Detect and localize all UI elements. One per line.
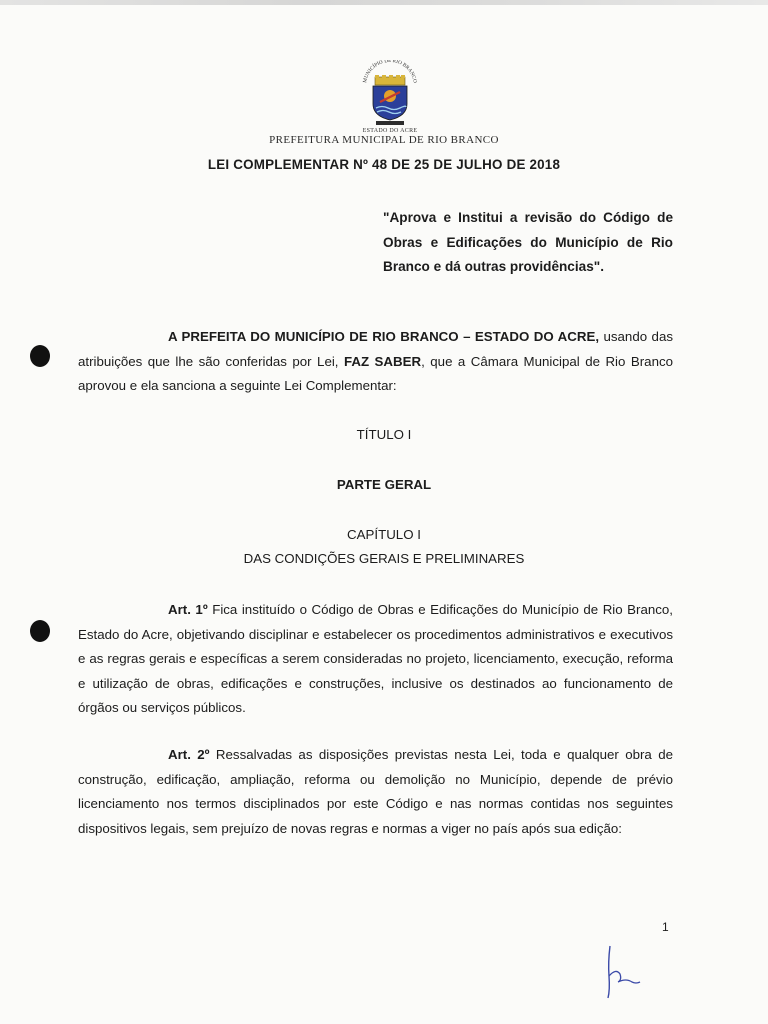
chapter-heading: CAPÍTULO I <box>347 527 421 542</box>
handwritten-initial-icon <box>596 942 642 1002</box>
article-label: Art. 1º <box>168 602 208 617</box>
chapter-subtitle: DAS CONDIÇÕES GERAIS E PRELIMINARES <box>243 551 525 566</box>
prefeitura-name: PREFEITURA MUNICIPAL DE RIO BRANCO <box>269 134 499 146</box>
ementa: "Aprova e Institui a revisão do Código de Obras e Edificações do Município de Rio Branco e dá outras providências". <box>383 210 673 274</box>
municipal-crest-icon <box>358 60 422 130</box>
enactment-paragraph <box>78 325 673 399</box>
punch-hole-mark <box>30 620 50 642</box>
article-label: Art. 2º <box>168 747 210 762</box>
enactment-text: usando das atribuições que lhe são conferidas por Lei, <box>78 329 673 369</box>
punch-hole-mark <box>30 345 50 367</box>
page-number: 1 <box>662 920 669 934</box>
crest-caption: ESTADO DO ACRE <box>362 128 418 134</box>
title-heading: TÍTULO I <box>356 427 412 442</box>
scan-edge-artifact <box>0 0 768 5</box>
law-title: LEI COMPLEMENTAR Nº 48 DE 25 DE JULHO DE 2018 <box>207 157 561 172</box>
article-text: Ressalvadas as disposições previstas nesta Lei, toda e qualquer obra de construção, edificação, ampliação, reforma ou demolição no Município, depende de prévio licenciamento nos termos disciplinados por este Código e nas normas contidas nos seguintes dispositivos legais, sem prejuízo de novas regras e normas a viger no país após sua edição: <box>78 747 673 836</box>
enactment-text: , que a Câmara Municipal de Rio Branco aprovou e ela sanciona a seguinte Lei Complementar: <box>78 353 674 394</box>
part-heading: PARTE GERAL <box>336 477 432 492</box>
article-2 <box>78 743 673 841</box>
article-1 <box>78 598 673 721</box>
crest-arc-text: MUNICÍPIO DE RIO BRANCO <box>362 60 418 84</box>
article-text: Fica instituído o Código de Obras e Edificações do Município de Rio Branco, Estado do Acre, objetivando disciplinar e estabelecer os procedimentos administrativos e executivos e as regras gerais e específicas a serem consideradas no projeto, licenciamento, execução, reforma e utilização de obras, edificações e construções, inclusive os destinados ao funcionamento de órgãos ou serviços públicos. <box>78 602 673 716</box>
faz-saber: FAZ SABER <box>343 353 422 369</box>
enactment-lead: A PREFEITA DO MUNICÍPIO DE RIO BRANCO – ESTADO DO ACRE, <box>168 329 600 344</box>
